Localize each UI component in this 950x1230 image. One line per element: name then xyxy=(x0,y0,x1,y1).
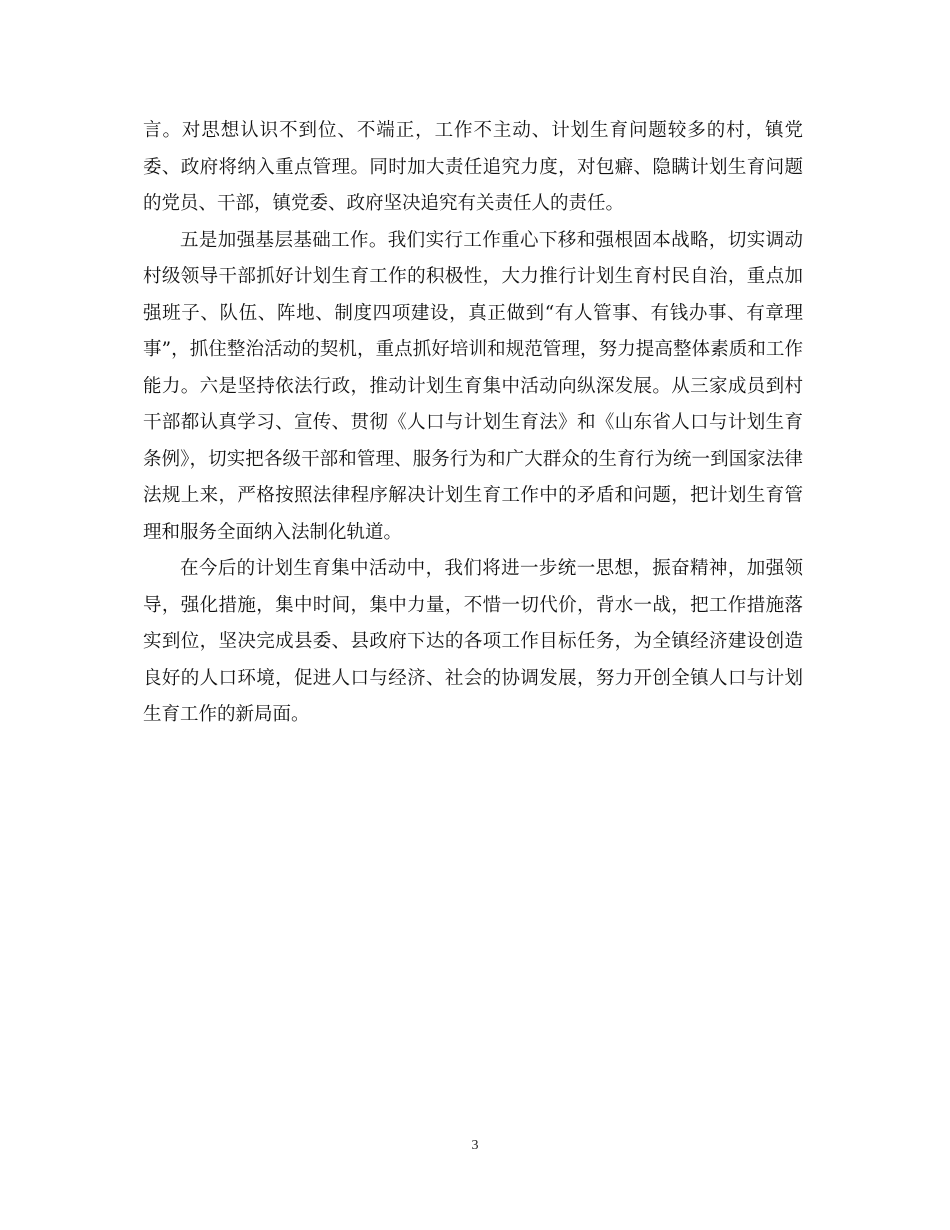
document-body xyxy=(143,113,803,734)
paragraph-continued: 言。对思想认识不到位、不端正，工作不主动、计划生育问题较多的村，镇党委、政府将纳入重点管理。同时加大责任追究力度，对包癖、隐瞒计划生育问题的党员、干部，镇党委、政府坚决追究有关责任人的责任。 xyxy=(143,120,803,214)
page-number: 3 xyxy=(471,1138,479,1153)
paragraph-conclusion: 在今后的计划生育集中活动中，我们将进一步统一思想，振奋精神，加强领导，强化措施，集中时间，集中力量，不惜一切代价，背水一战，把工作措施落实到位，坚决完成县委、县政府下达的各项工作目标任务，为全镇经济建设创造良好的人口环境，促进人口与经济、社会的协调发展，努力开创全镇人口与计划生育工作的新局面。 xyxy=(143,558,803,725)
paragraph-grassroots-work: 五是加强基层基础工作。我们实行工作重心下移和强根固本战略，切实调动村级领导干部抓好计划生育工作的积极性，大力推行计划生育村民自治，重点加强班子、队伍、阵地、制度四项建设，真正做到“有人管事、有钱办事、有章理事”，抓住整治活动的契机，重点抓好培训和规范管理，努力提高整体素质和工作能力。六是坚持依法行政，推动计划生育集中活动向纵深发展。从三家成员到村干部都认真学习、宣传、贯彻《人口与计划生育法》和《山东省人口与计划生育条例》，切实把各级干部和管理、服务行为和广大群众的生育行为统一到国家法律法规上来，严格按照法律程序解决计划生育工作中的矛盾和问题，把计划生育管理和服务全面纳入法制化轨道。 xyxy=(143,229,803,543)
